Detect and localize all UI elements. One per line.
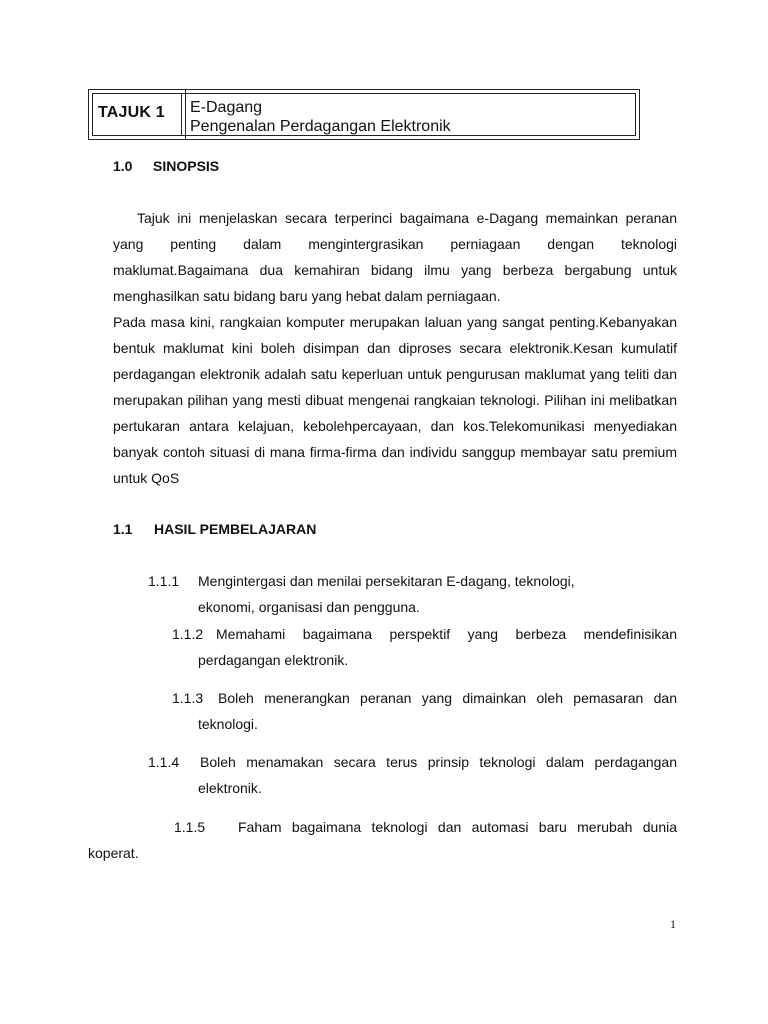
learning-outcome-5 — [88, 814, 677, 866]
outcome-number: 1.1.2 — [172, 626, 204, 642]
title-text-cell — [182, 94, 635, 135]
outcome-text-line1: Boleh menamakan secara terus prinsip teknologi dalam perdagangan — [200, 754, 677, 770]
title-box-inner — [92, 93, 636, 136]
section-heading-outcomes — [113, 521, 316, 537]
section-number: 1.0 — [113, 158, 133, 174]
topic-label: TAJUK 1 — [98, 104, 165, 121]
outcome-text-line1: Boleh menerangkan peranan yang dimainkan oleh pemasaran dan — [218, 690, 677, 706]
topic-title: E-Dagang — [190, 99, 263, 116]
outcome-text-line1: Memahami bagaimana perspektif yang berbeza mendefinisikan — [216, 626, 677, 642]
section-number: 1.1 — [113, 521, 133, 537]
section-title: HASIL PEMBELAJARAN — [154, 521, 317, 537]
section-heading-synopsis — [113, 158, 219, 174]
title-box — [88, 89, 640, 140]
topic-subtitle: Pengenalan Perdagangan Elektronik — [190, 118, 451, 135]
outcome-number: 1.1.1 — [148, 573, 180, 589]
synopsis-paragraph-2: Pada masa kini, rangkaian komputer merupakan laluan yang sangat penting.Kebanyakan bentuk maklumat kini boleh disimpan dan diproses secara elektronik.Kesan kumulatif perdagangan elektronik adalah satu keperluan untuk pengurusan maklumat yang teliti dan merupakan pilihan yang mesti dibuat mengenai rangkaian teknologi. Pilihan ini melibatkan pertukaran antara kelajuan, kebolehpercayaan, dan kos.Telekomunikasi menyediakan banyak contoh situasi di mana firma-firma dan individu sanggup membayar satu premium untuk QoS — [113, 314, 677, 486]
outcome-number: 1.1.5 — [174, 819, 206, 835]
outcome-text-line2: ekonomi, organisasi dan pengguna. — [198, 599, 420, 615]
learning-outcome-1 — [148, 568, 618, 620]
learning-outcome-4 — [148, 749, 677, 801]
learning-outcome-3 — [172, 685, 677, 737]
title-label-cell — [93, 94, 182, 135]
outcome-text-line2: elektronik. — [198, 780, 262, 796]
outcome-text-line1: Faham bagaimana teknologi dan automasi baru merubah dunia — [238, 819, 677, 835]
page-number: 1 — [670, 917, 676, 931]
outcome-number: 1.1.4 — [148, 754, 180, 770]
learning-outcome-2 — [172, 621, 677, 673]
outcome-text-line2: koperat. — [88, 845, 139, 861]
outcome-text-line2: teknologi. — [198, 716, 258, 732]
synopsis-body — [113, 205, 677, 491]
outcome-text-line1: Mengintergasi dan menilai persekitaran E-dagang, teknologi, — [198, 573, 575, 589]
outcome-number: 1.1.3 — [172, 690, 204, 706]
synopsis-paragraph-1: Tajuk ini menjelaskan secara terperinci bagaimana e-Dagang memainkan peranan yang penting dalam mengintergrasikan perniagaan dengan teknologi maklumat.Bagaimana dua kemahiran bidang ilmu yang berbeza bergabung untuk menghasilkan satu bidang baru yang hebat dalam perniagaan. — [113, 210, 677, 304]
section-title: SINOPSIS — [153, 158, 220, 174]
outcome-text-line2: perdagangan elektronik. — [198, 652, 349, 668]
